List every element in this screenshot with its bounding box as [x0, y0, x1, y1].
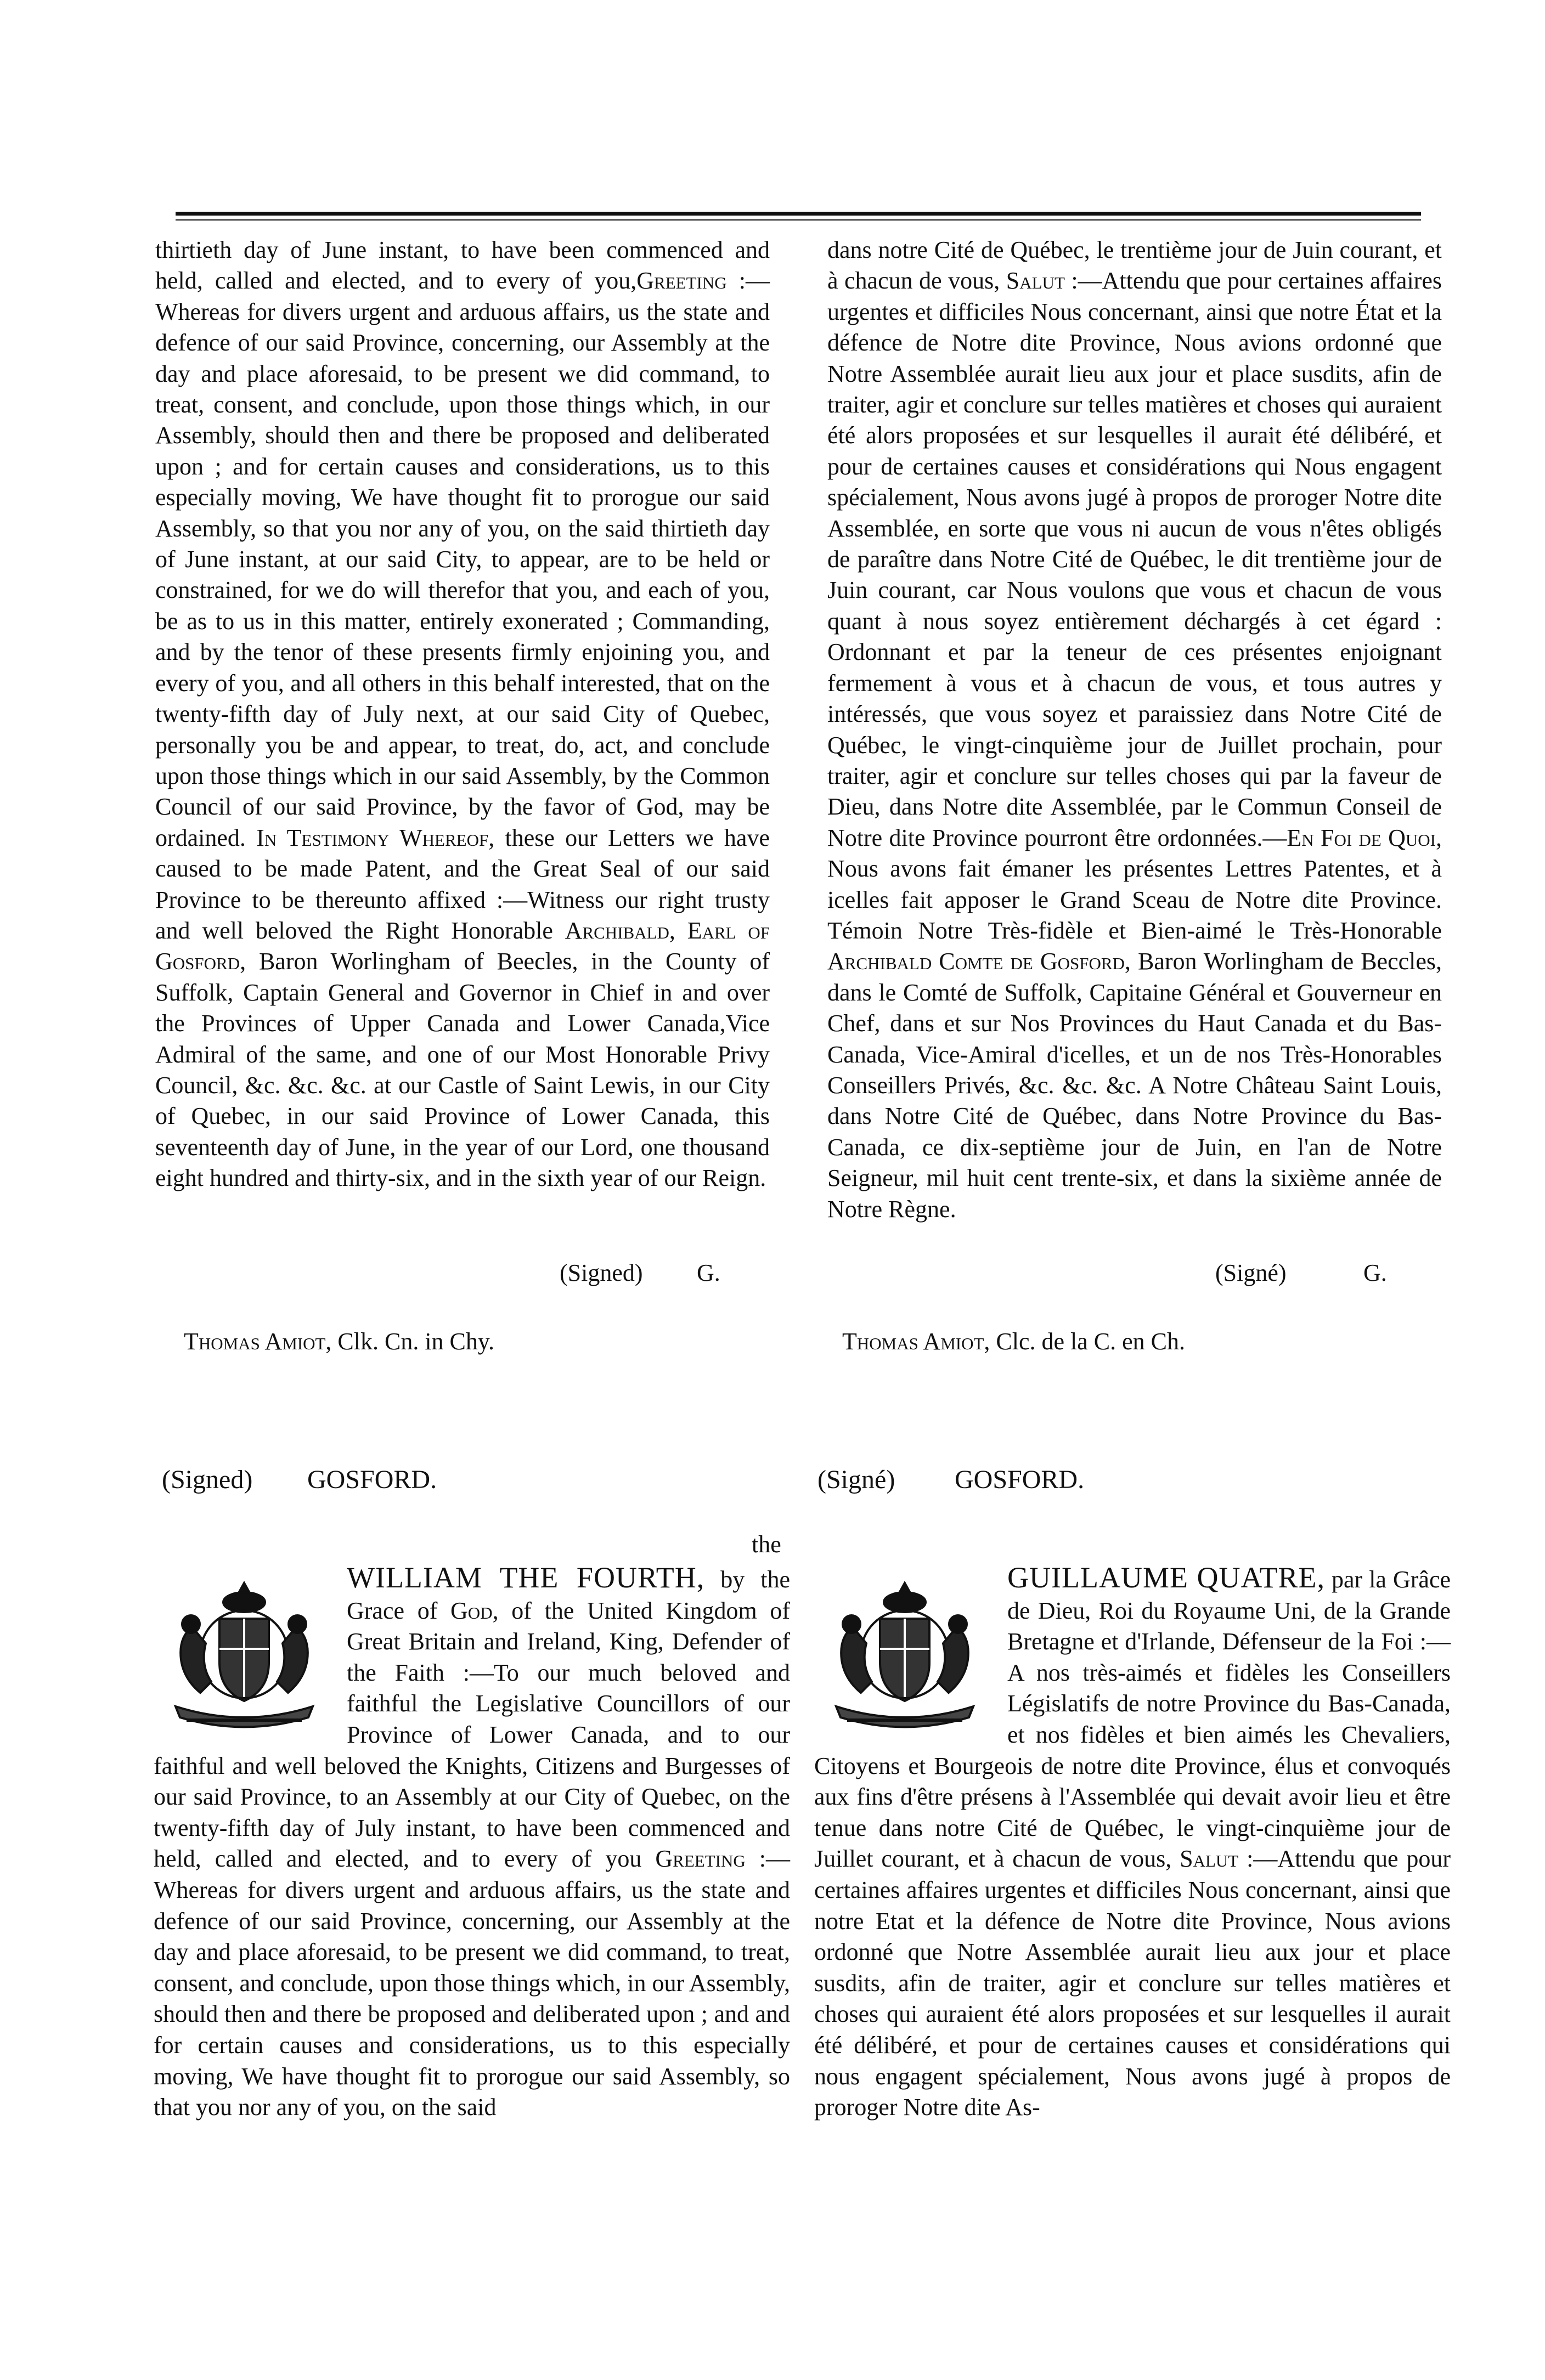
en-heading: WILLIAM THE FOURTH,: [347, 1561, 705, 1594]
fr-text-1: dans notre Cité de Québec, le trentième jour de Juin courant, et à chacun de vous,: [827, 236, 1442, 295]
en-text-2: :—Whereas for divers urgent and arduous affairs, us the state and defence of our said Province, concerning, our Assembly at the day and place aforesaid, to be present we did command, to treat, consent, and conclude, upon those things which, in our Assembly, should then and there be proposed and deliberated upon ; and for certain causes and considerations, us to this especially moving, We have thought fit to prorogue our said Assembly, so that you nor any of you, on the said thirtieth day of June instant, at our said City, to appear, are to be held or constrained, for we do will therefor that you, and each of you, be as to us in this matter, entirely exonerated ; Commanding, and by the tenor of these presents firmly enjoining you, and every of you, and all others in this behalf interested, that on the twenty-fifth day of July next, at our said City of Quebec, personally you be and appear, to treat, do, act, and conclude upon those things which in our said Assembly, by the Common Council of our said Province, by the favor of God, may be ordained.: [155, 267, 770, 851]
en-bottom-text-1: by the Grace of: [347, 1566, 790, 1624]
en-text-3: these our Letters we have caused to be made Patent, and the Great Seal of our said Province to be thereunto affixed :—Witness our right trusty and well beloved the Right Honorable: [155, 824, 770, 944]
en-bottom-greeting: Greeting: [655, 1845, 746, 1873]
en-clerk-name: Thomas Amiot,: [184, 1328, 332, 1355]
header-rule-thick: [176, 212, 1421, 216]
en-testimony: In Testimony Whereof,: [256, 824, 495, 851]
en-clerk: [184, 1327, 494, 1355]
fr-bottom-text-1: par la Grâce de Dieu, Roi du Royaume Uni, de la Grande Bretagne et d'Irlande, Défenseur de la Foi :—A nos très-aimés et fidèles les Conseillers Législatifs de notre Province du Bas-Canada, et nos fidèles et bien aimés les Chevaliers, Citoyens et Bourgeois de notre dite Province, élus et convoqués aux fins d'être présens à l'Assemblée qui devait avoir lieu et être tenue dans notre Cité de Québec, le vingt-cinquième jour de Juillet courant, et à chacun de vous,: [814, 1566, 1451, 1873]
fr-clerk-name: Thomas Amiot,: [842, 1328, 990, 1355]
en-gosford-signature: GOSFORD.: [307, 1465, 437, 1494]
fr-salut: Salut: [1006, 267, 1065, 295]
header-rule-thin: [176, 219, 1421, 221]
en-the-word: the: [752, 1531, 781, 1558]
fr-gosford-signature: GOSFORD.: [955, 1465, 1085, 1494]
en-text-1: thirtieth day of June instant, to have been commenced and held, called and elected, and to every of you,: [155, 236, 770, 295]
fr-bottom-salut: Salut: [1180, 1845, 1239, 1873]
royal-coat-of-arms-icon: [814, 1572, 995, 1731]
fr-archibald: Archibald Comte de Gosford,: [827, 948, 1131, 975]
en-greeting: Greeting: [636, 267, 727, 295]
en-text-4: Baron Worlingham of Beecles, in the County of Suffolk, Captain General and Governor in Chief in and over the Provinces of Upper Canada and Lower Canada,Vice Admiral of the same, and one of our Most Honorable Privy Council, &c. &c. &c. at our Castle of Saint Lewis, in our City of Quebec, in our said Province of Lower Canada, this seventeenth day of June, in the year of our Lord, one thousand eight hundred and thirty-six, and in the sixth year of our Reign.: [155, 948, 770, 1192]
en-signed-label: (Signed): [560, 1259, 643, 1286]
french-proclamation-continued: [827, 235, 1442, 1225]
fr-en-foi: En Foi de Quoi,: [1287, 824, 1442, 851]
royal-coat-of-arms-icon: [154, 1572, 335, 1731]
fr-text-4: Baron Worlingham de Beccles, dans le Comté de Suffolk, Capitaine Général et Gouverneur en Chef, dans et sur Nos Provinces du Haut Canada et du Bas-Canada, Vice-Amiral d'icelles, et un de nos Très-Honorables Conseillers Privés, &c. &c. &c. A Notre Château Saint Louis, dans Notre Cité de Québec, dans Notre Province du Bas-Canada, ce dix-septième jour de Juin, en l'an de Notre Seigneur, mil huit cent trente-six, et dans la sixième année de Notre Règne.: [827, 948, 1442, 1223]
english-proclamation-continued: [155, 235, 770, 1194]
fr-clerk: [842, 1327, 1185, 1355]
fr-gosford-signed-label: (Signé): [817, 1465, 895, 1494]
en-gosford-signed-label: (Signed): [162, 1465, 253, 1494]
fr-bottom-text-2: :—Attendu que pour certaines affaires urgentes et difficiles Nous concernant, ainsi que notre Etat et la défence de Notre dite Province, Nous avions ordonné que Notre Assemblée aurait lieu aux jour et place susdits, afin de traiter, agir et conclure sur telles matières et choses qui auraient été alors proposées et sur lesquelles il aurait été délibéré, et pour de certaines causes et considérations qui nous engagent spécialement, Nous avons jugé à propos de proroger Notre dite As-: [814, 1845, 1451, 2121]
en-archibald: Archibald, Earl of Gosford,: [155, 917, 770, 975]
french-proclamation: [814, 1562, 1451, 2123]
fr-heading: GUILLAUME QUATRE,: [1007, 1561, 1325, 1594]
fr-clerk-title: Clc. de la C. en Ch.: [996, 1328, 1186, 1355]
en-god: God,: [450, 1597, 499, 1624]
fr-signed-initial: G.: [1363, 1259, 1387, 1286]
fr-signed-label: (Signé): [1215, 1259, 1287, 1286]
english-proclamation: [154, 1562, 790, 2123]
fr-text-2: :—Attendu que pour certaines affaires urgentes et difficiles Nous concernant, ainsi que notre État et la défence de Notre dite Province, Nous avions ordonné que Notre Assemblée aurait lieu aux jour et place susdits, afin de traiter, agir et conclure sur telles matières et choses qui auraient été alors proposées et sur lesquelles il aurait été délibéré, et pour de certaines causes et considérations qui Nous engagent spécialement, Nous avons jugé à propos de proroger Notre dite Assemblée, en sorte que vous ni aucun de vous n'êtes obligés de paraître dans Notre Cité de Québec, le dit trentième jour de Juin courant, car Nous voulons que vous et chacun de vous quant à nous soyez entièrement déchargés à cet égard : Ordonnant et par la teneur de ces présentes enjoignant fermement à vous et à chacun de vous, et tous autres y intéressés, que vous soyez et paraissiez dans Notre Cité de Québec, le vingt-cinquième jour de Juillet prochain, pour traiter, agir et conclure sur telles choses qui par la faveur de Dieu, dans Notre dite Assemblée, par le Commun Conseil de Notre dite Province pourront être ordonnées.—: [827, 267, 1442, 851]
en-bottom-text-3: :—Whereas for divers urgent and arduous affairs, us the state and defence of our said Province, concerning, our Assembly at the day and place aforesaid, to be present we did command, to treat, consent, and conclude, upon those things which, in our Assembly, should then and there be proposed and deliberated upon ; and and for certain causes and considerations, us to this especially moving, We have thought fit to prorogue our said Assembly, so that you nor any of you, on the said: [154, 1845, 791, 2121]
en-bottom-text-2: of the United Kingdom of Great Britain and Ireland, King, Defender of the Faith :—To our much beloved and faithful the Legislative Councillors of our Province of Lower Canada, and to our faithful and well beloved the Knights, Citizens and Burgesses of our said Province, to an Assembly at our City of Quebec, on the twenty-fifth day of July instant, to have been commenced and held, called and elected, and to every of you: [154, 1597, 791, 1873]
fr-text-3: Nous avons fait émaner les présentes Lettres Patentes, et à icelles fait apposer le Grand Sceau de Notre dite Province. Témoin Notre Très-fidèle et Bien-aimé le Très-Honorable: [827, 855, 1442, 944]
en-clerk-title: Clk. Cn. in Chy.: [337, 1328, 495, 1355]
en-signed-initial: G.: [697, 1259, 720, 1286]
